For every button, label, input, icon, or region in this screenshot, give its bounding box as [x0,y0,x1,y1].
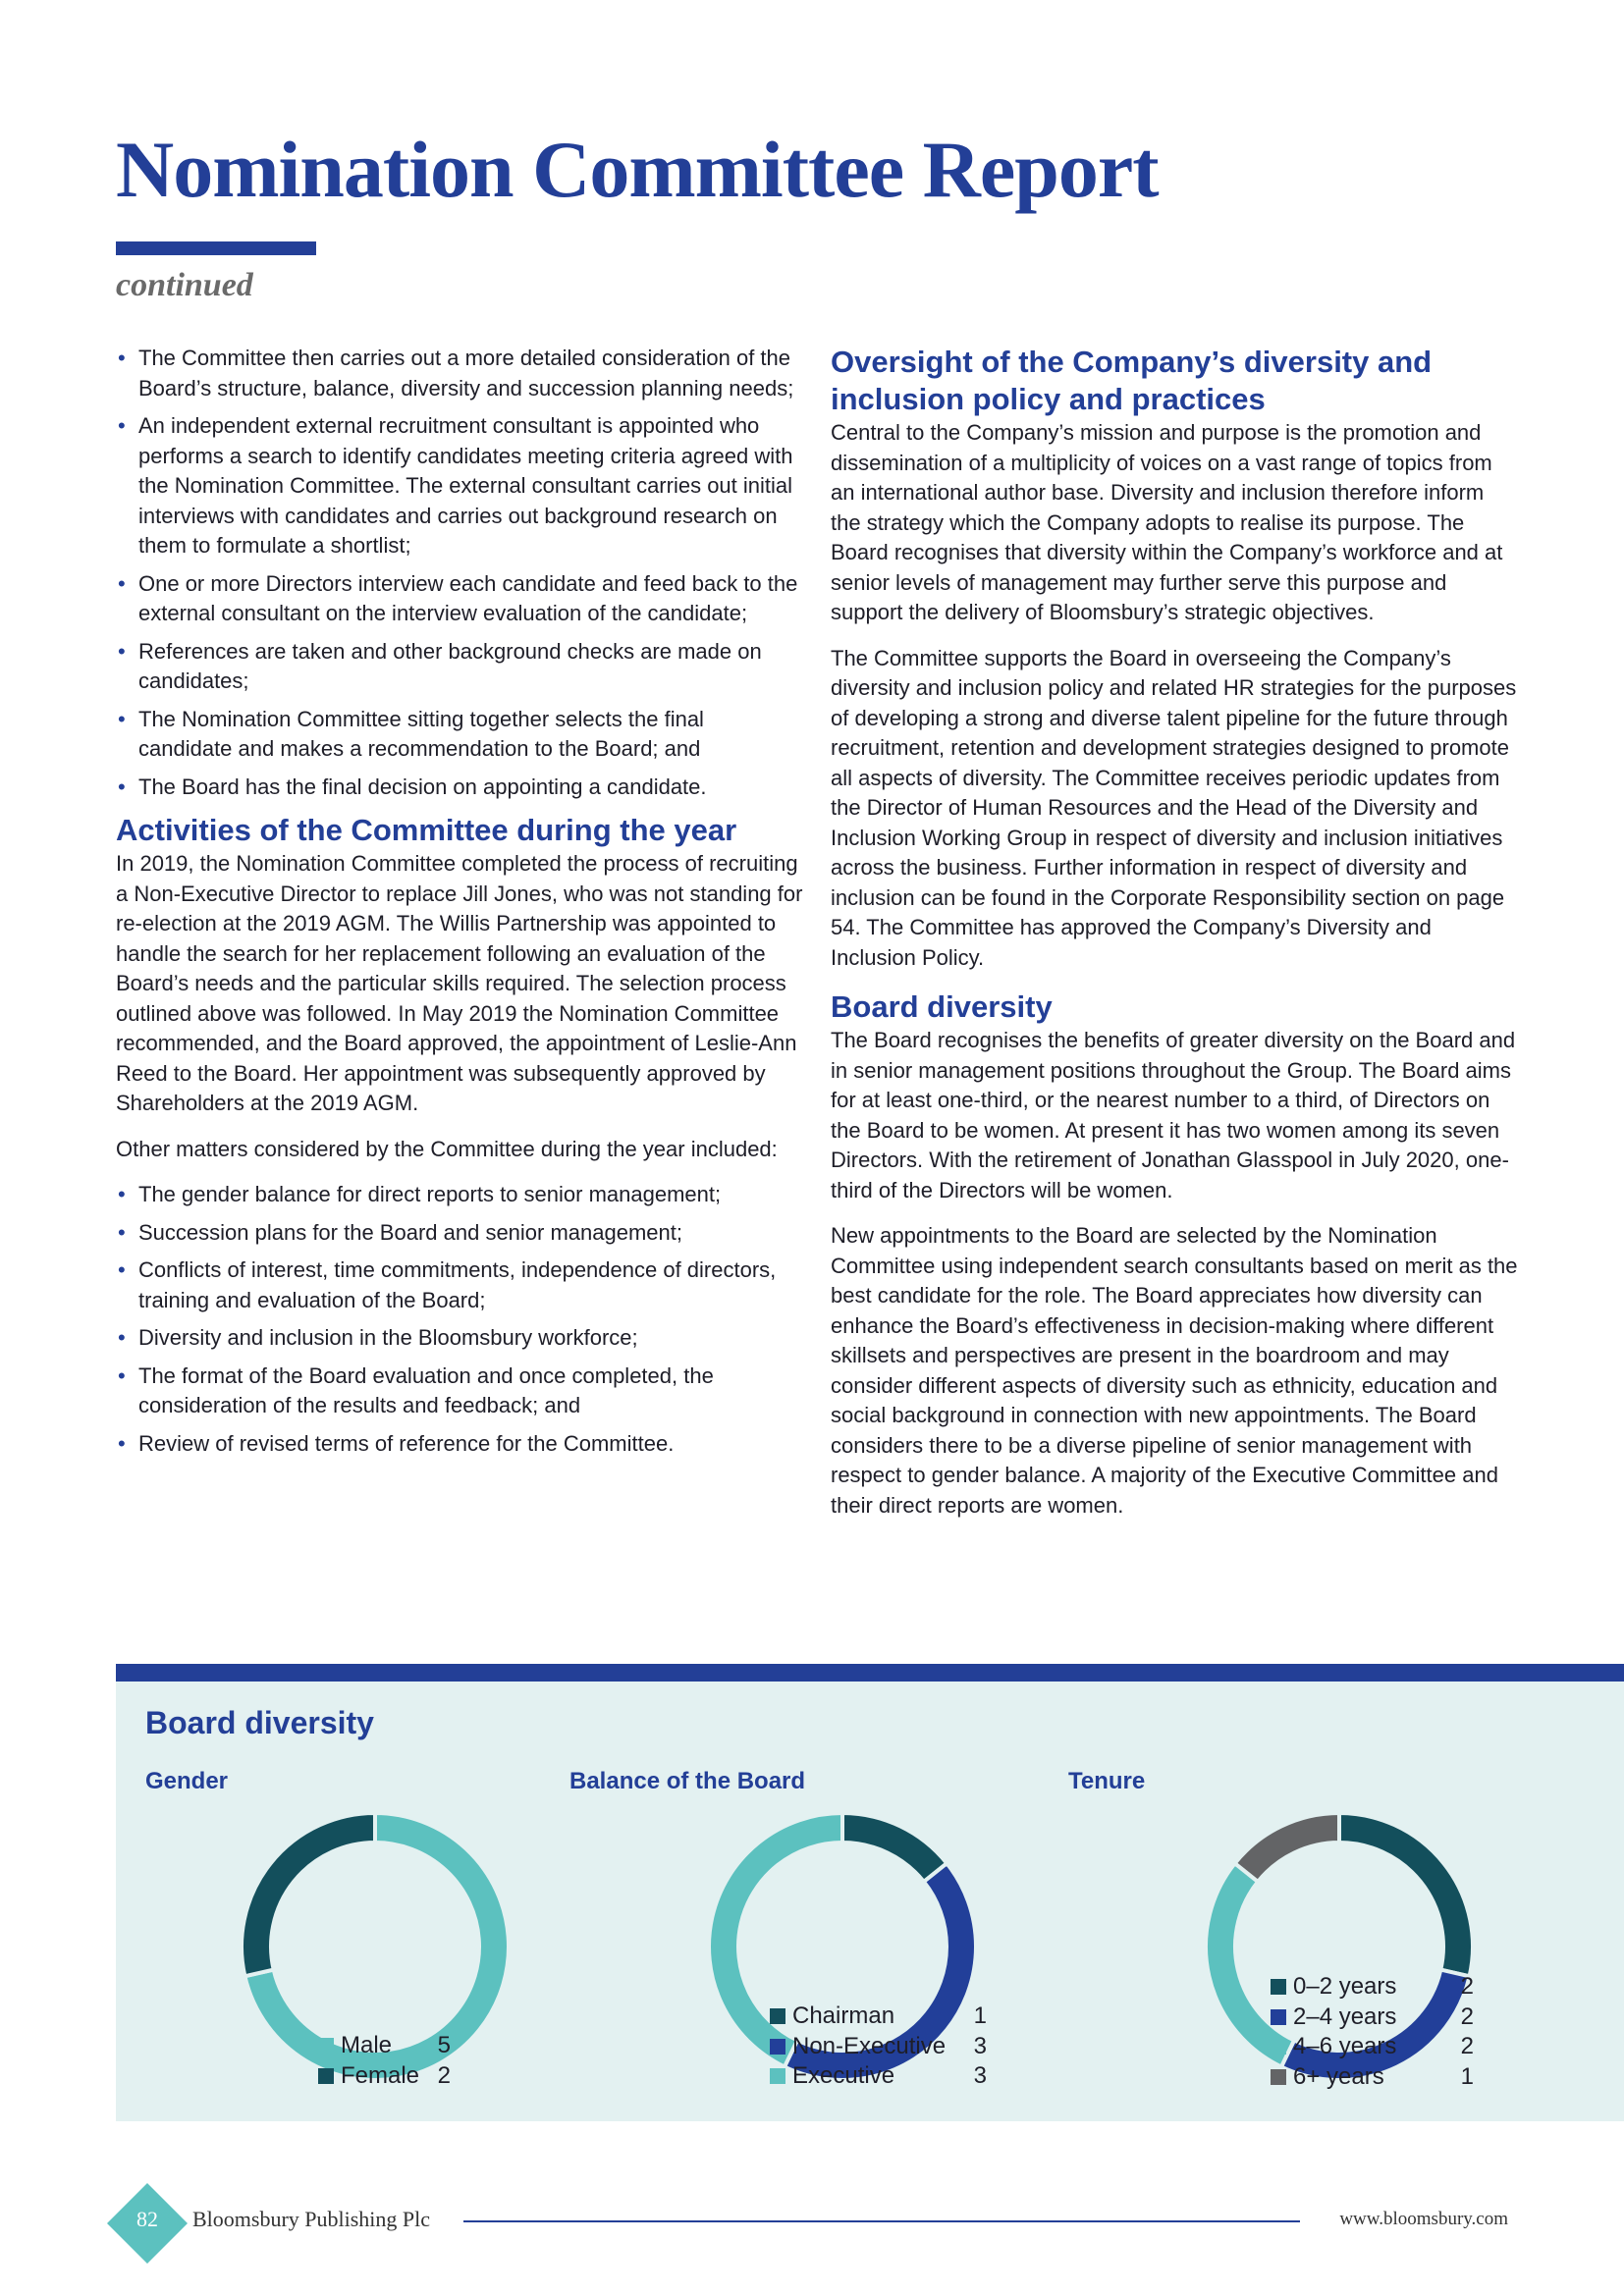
legend-item [770,2032,987,2062]
oversight-heading: Oversight of the Company’s diversity and inclusion policy and practices [831,345,1433,416]
tenure-chart-title: Tenure [1068,1768,1146,1794]
bullet-icon: • [118,1325,126,1350]
list-item [116,344,803,403]
balance-of-the-board-legend [770,2002,987,2092]
legend-swatch [770,2008,785,2024]
legend-label: Executive [792,2062,895,2089]
bullet-icon: • [118,1257,126,1282]
page-number: 82 [136,2207,158,2231]
left-column [116,344,803,1468]
legend-value: 1 [973,2002,987,2029]
legend-value: 2 [1460,2002,1474,2030]
list-item [116,1362,803,1421]
right-column [831,344,1518,1536]
title-underline [116,241,316,255]
activities-paragraph: In 2019, the Nomination Committee completed the process of recruiting a Non-Executive Director to replace Jill Jones, who was not standing for re-election at the 2019 AGM. The Willis Partnership was appointed to handle the search for her replacement following an evaluation of the Board’s needs and the particular skills required. The selection process outlined above was followed. In May 2019 the Nomination Committee recommended, and the Board approved, the appointment of Leslie-Ann Reed to the Board. Her appointment was subsequently approved by Shareholders at the 2019 AGM. [116,851,803,1115]
legend-value: 3 [973,2062,987,2089]
legend-item [1271,1972,1474,2002]
page-subtitle: continued [116,267,253,303]
bullet-icon: • [118,346,126,370]
list-item [116,1323,803,1354]
list-item-text: Diversity and inclusion in the Bloomsbury workforce; [138,1325,638,1350]
board-diversity-panel [116,1682,1624,2121]
list-item-text: Review of revised terms of reference for the Committee. [138,1430,675,1456]
legend-item [1271,2062,1474,2093]
footer-rule [463,2220,1300,2222]
list-item-text: Conflicts of interest, time commitments, independence of directors, training and evaluation of the Board; [138,1257,777,1312]
gender-legend [318,2031,451,2091]
list-item [116,1218,803,1249]
bullet-icon: • [118,706,126,731]
legend-swatch [1271,1979,1286,1995]
bullet-icon: • [118,1430,126,1456]
bullet-icon: • [118,638,126,664]
panel-title: Board diversity [145,1705,374,1740]
selection-process-list [116,344,803,802]
list-item-text: The Nomination Committee sitting together selects the final candidate and makes a recommendation to the Board; and [138,706,704,761]
bullet-icon: • [118,413,126,438]
list-item [116,411,803,561]
legend-swatch [1271,2069,1286,2085]
bullet-icon: • [118,570,126,596]
tenure-slice-0-2-years [1339,1813,1473,1976]
legend-item [770,2061,987,2092]
balance-of-the-board-chart-title: Balance of the Board [569,1768,806,1794]
board-diversity-heading: Board diversity [831,989,1053,1024]
legend-item [1271,2032,1474,2062]
footer-url: www.bloomsbury.com [1339,2209,1508,2229]
legend-value: 3 [973,2032,987,2059]
tenure-legend [1271,1972,1474,2092]
legend-swatch [318,2038,334,2054]
list-item-text: References are taken and other background checks are made on candidates; [138,638,762,693]
legend-label: Chairman [792,2002,895,2029]
other-matters-paragraph: Other matters considered by the Committee during the year included: [116,1136,778,1161]
legend-value: 5 [437,2032,451,2058]
gender-slice-female [242,1813,375,1976]
legend-label: Non-Executive [792,2032,947,2059]
legend-value: 1 [1460,2062,1474,2090]
legend-swatch [1271,2039,1286,2055]
legend-label: 0–2 years [1293,1973,1397,2000]
list-item [116,705,803,765]
bullet-icon: • [118,1362,126,1388]
list-item-text: The Committee then carries out a more detailed consideration of the Board’s structure, balance, diversity and succession planning needs; [138,346,794,400]
legend-item [1271,2002,1474,2033]
list-item-text: One or more Directors interview each candidate and feed back to the external consultant on the interview evaluation of the candidate; [138,570,798,625]
legend-value: 2 [437,2061,451,2089]
legend-label: Female [341,2061,420,2089]
list-item-text: The gender balance for direct reports to senior management; [138,1182,722,1206]
legend-label: 6+ years [1293,2062,1384,2090]
balance-of-the-board-slice-chairman [842,1813,947,1882]
list-item-text: The format of the Board evaluation and once completed, the consideration of the results and feedback; and [138,1362,714,1417]
activities-heading: Activities of the Committee during the year [116,813,737,847]
legend-item [318,2061,451,2092]
list-item [116,569,803,629]
list-item [116,773,803,803]
bullet-icon: • [118,774,126,799]
legend-value: 2 [1460,2033,1474,2059]
board-diversity-paragraph-2: New appointments to the Board are selected by the Nomination Committee using independent search consultants based on merit as the best candidate for the role. The Board appreciates how diversity can enhance the Board’s effectiveness in decision-making where different skillsets and perspectives are present in the boardroom and may consider different aspects of diversity such as ethnicity, education and social background in connection with new appointments. The Board considers there to be a diverse pipeline of senior management with respect to gender balance. A majority of the Executive Committee and their direct reports are women. [831,1223,1518,1518]
tenure-slice-6-years [1235,1813,1339,1882]
legend-label: 2–4 years [1293,2002,1397,2030]
gender-chart-title: Gender [145,1768,229,1794]
legend-swatch [318,2068,334,2084]
footer-company: Bloomsbury Publishing Plc [192,2207,431,2231]
list-item [116,1180,803,1210]
legend-label: Male [341,2032,393,2058]
oversight-paragraph-1: Central to the Company’s mission and purpose is the promotion and dissemination of a multiplicity of voices on a vast range of topics from an international author base. Diversity and inclusion therefore inform the strategy which the Company adopts to realise its purpose. The Board recognises that diversity within the Company’s workforce and at senior levels of management may further serve this purpose and support the delivery of Bloomsbury’s strategic objectives. [831,420,1503,624]
legend-swatch [1271,2009,1286,2025]
legend-swatch [770,2068,785,2084]
bullet-icon: • [118,1182,126,1206]
list-item-text: The Board has the final decision on appointing a candidate. [138,774,707,799]
oversight-paragraph-2: The Committee supports the Board in overseeing the Company’s diversity and inclusion policy and related HR strategies for the purposes of developing a strong and diverse talent pipeline for the future through recruitment, retention and development strategies designed to promote all aspects of diversity. The Committee receives periodic updates from the Director of Human Resources and the Head of the Diversity and Inclusion Working Group in respect of diversity and inclusion initiatives across the business. Further information in respect of diversity and inclusion can be found in the Corporate Responsibility section on page 54. The Committee has approved the Company’s Diversity and Inclusion Policy. [831,645,1517,970]
list-item [116,1255,803,1315]
legend-value: 2 [1460,1973,1474,2000]
panel-top-rule [116,1664,1624,1682]
board-diversity-paragraph-1: The Board recognises the benefits of greater diversity on the Board and in senior management positions throughout the Group. The Board aims for at least one-third, or the nearest number to a third, of Directors on the Board to be women. At present it has two women among its seven Directors. With the retirement of Jonathan Glasspool in July 2020, one-third of the Directors will be women. [831,1028,1516,1202]
legend-label: 4–6 years [1293,2033,1397,2059]
list-item-text: An independent external recruitment consultant is appointed who performs a search to identify candidates meeting criteria agreed with the Nomination Committee. The external consultant carries out initial interviews with candidates and carries out background research on them to formulate a shortlist; [138,413,793,558]
bullet-icon: • [118,1219,126,1245]
list-item [116,637,803,697]
legend-item [770,2002,987,2032]
list-item [116,1429,803,1460]
other-matters-list [116,1180,803,1459]
page-title: Nomination Committee Report [116,125,1159,214]
list-item-text: Succession plans for the Board and senior management; [138,1219,682,1245]
legend-item [318,2031,451,2061]
legend-swatch [770,2039,785,2055]
